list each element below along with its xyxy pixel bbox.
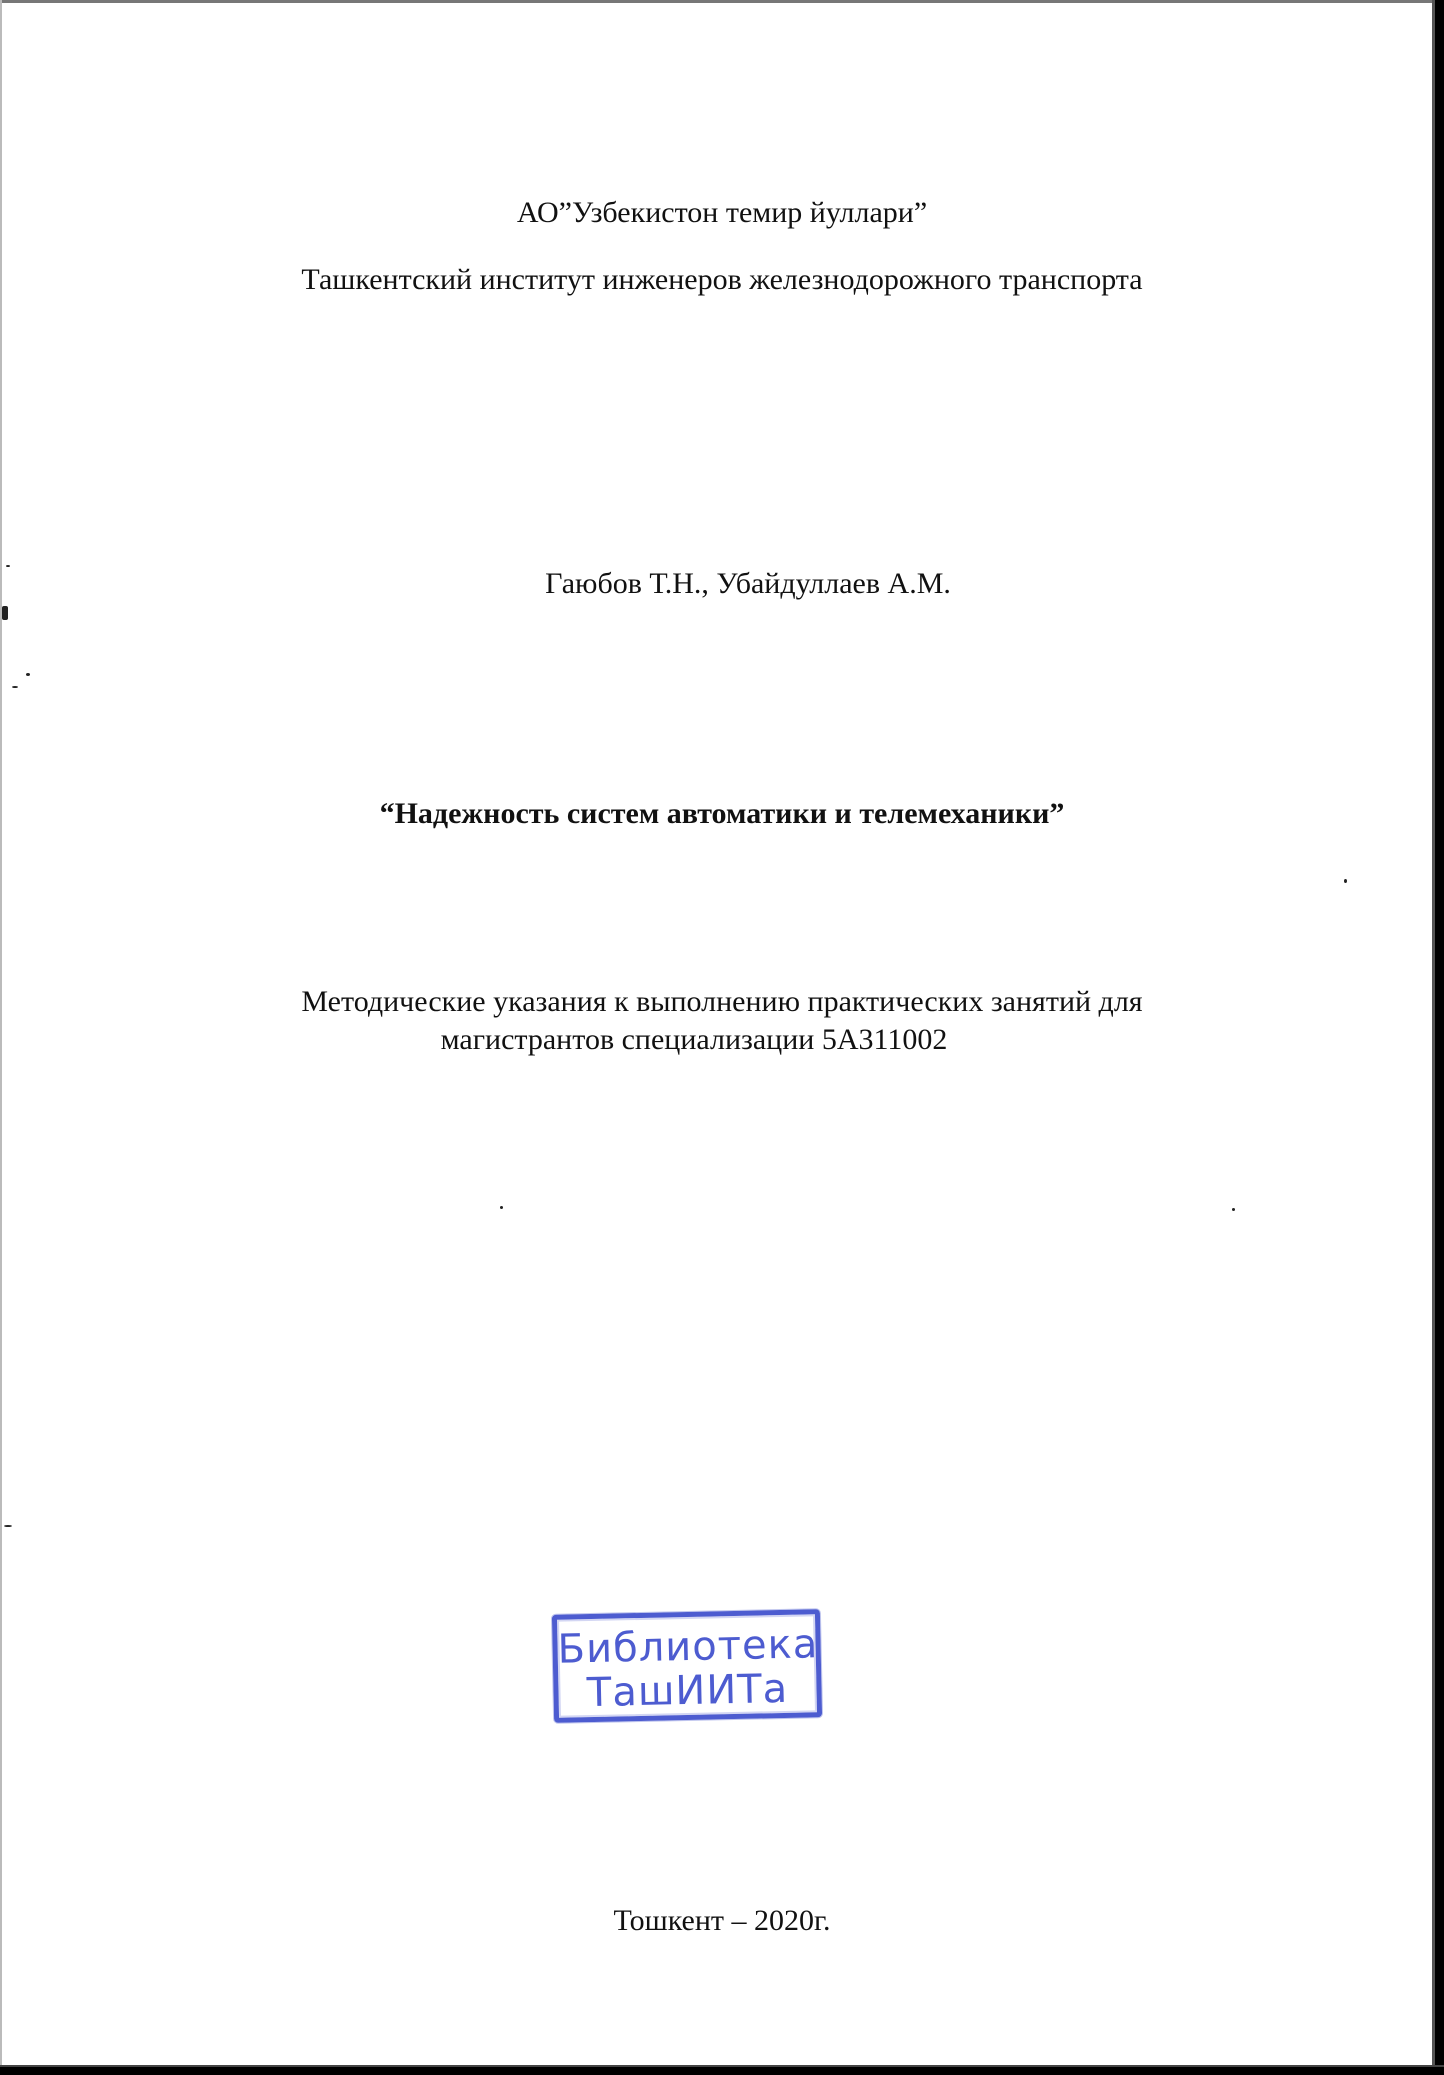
institute-name: Ташкентский институт инженеров железнодорожного транспорта (301, 263, 1143, 296)
scan-speck (4, 1525, 12, 1527)
stamp-line-2: ТашИИТа (586, 1665, 789, 1717)
scan-speck (12, 686, 18, 688)
scan-edge-top (0, 0, 1444, 3)
scan-speck (1344, 879, 1347, 883)
subtitle-line-2: магистрантов специализации 5А311002 (440, 1023, 948, 1056)
subtitle-line-1: Методические указания к выполнению практических занятий для (301, 985, 1143, 1018)
stamp-line-1: Библиотека (557, 1621, 819, 1673)
library-stamp (552, 1609, 822, 1723)
authors: Гаюбов Т.Н., Убайдуллаев А.М. (545, 567, 951, 600)
scan-speck (500, 1206, 503, 1209)
scan-speck (2, 606, 8, 620)
scan-edge-bottom (0, 2067, 1444, 2075)
scan-speck (1232, 1208, 1235, 1211)
scan-speck (26, 673, 30, 676)
place-and-year: Тошкент – 2020г. (613, 1904, 831, 1937)
organization-name: АО”Узбекистон темир йуллари” (516, 196, 928, 229)
document-title: “Надежность систем автоматики и телемеханики” (379, 797, 1065, 830)
